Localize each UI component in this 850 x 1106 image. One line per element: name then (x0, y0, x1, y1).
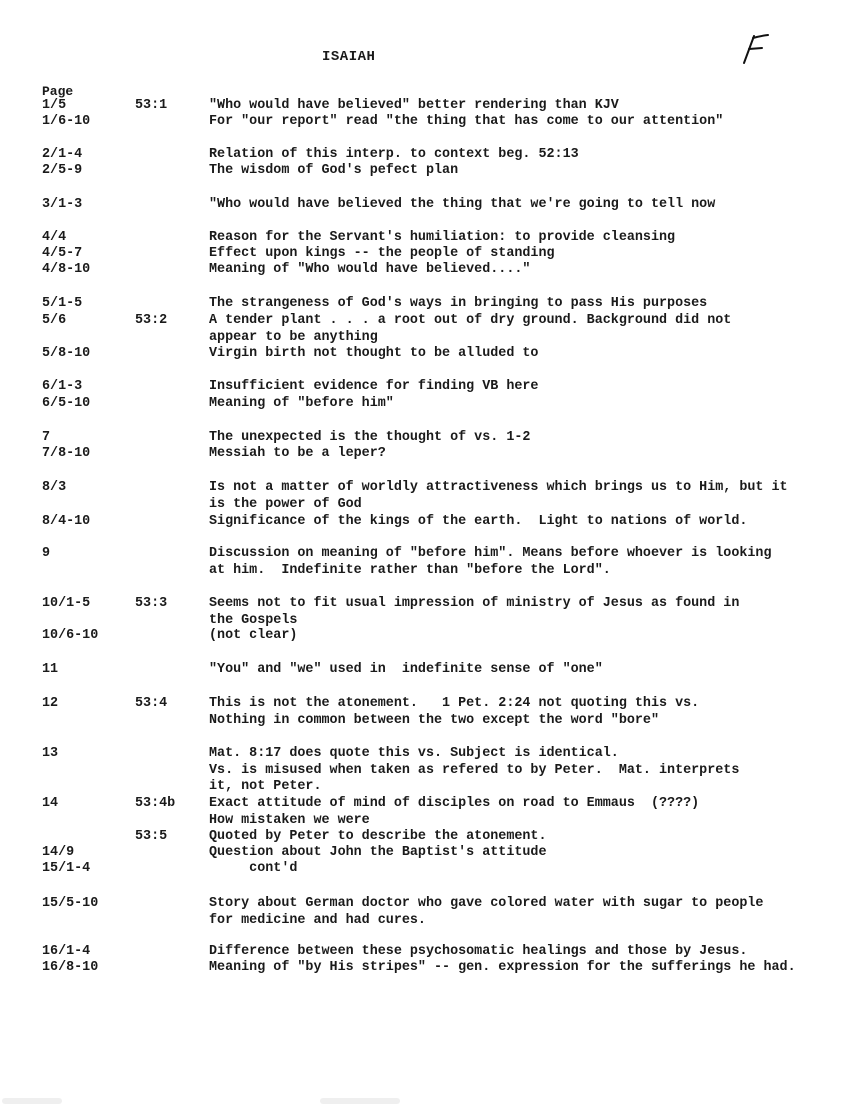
entry-text-line: the Gospels (209, 612, 298, 628)
entry-text (209, 796, 839, 829)
entry-text-line: "Who would have believed" better rendering than KJV (209, 98, 619, 113)
entry-page-ref: 4/8-10 (42, 262, 91, 277)
entry-text (209, 662, 839, 679)
entry-page-ref: 16/1-4 (42, 944, 91, 959)
handwritten-f-mark (738, 30, 778, 66)
entry-text-line: Relation of this interp. to context beg. 52:13 (209, 147, 579, 162)
entry-text (209, 944, 839, 961)
entry-text (209, 296, 839, 313)
entry-text (209, 596, 839, 629)
entry-text (209, 346, 839, 363)
entry-page-ref: 9 (42, 546, 51, 561)
entry-text-line: Insufficient evidence for finding VB here (209, 379, 539, 394)
entry-text (209, 896, 839, 929)
entry-page-ref: 7/8-10 (42, 446, 91, 461)
entry-page-ref: 10/1-5 (42, 596, 91, 611)
entry-text (209, 546, 839, 579)
entry-text-line: Mat. 8:17 does quote this vs. Subject is identical. (209, 746, 619, 761)
entry-page-ref: 6/5-10 (42, 396, 91, 411)
entry-text-line: Discussion on meaning of "before him". Means before whoever is looking (209, 546, 772, 561)
entry-verse-ref: 53:2 (135, 313, 168, 328)
entry-text (209, 396, 839, 413)
entry-page-ref: 15/1-4 (42, 861, 91, 876)
entry-text-line: at him. Indefinite rather than "before the Lord". (209, 562, 611, 578)
entry-page-ref: 6/1-3 (42, 379, 83, 394)
entry-text (209, 446, 839, 463)
entry-text-line: "You" and "we" used in indefinite sense of "one" (209, 662, 603, 677)
entry-page-ref: 10/6-10 (42, 628, 99, 643)
entry-verse-ref: 53:3 (135, 596, 168, 611)
entry-text (209, 514, 839, 531)
entry-text-line: Question about John the Baptist's attitude (209, 845, 547, 860)
entry-page-ref: 16/8-10 (42, 960, 99, 975)
page-column-label: Page (42, 84, 74, 99)
entry-text (209, 746, 839, 796)
entry-page-ref: 4/4 (42, 230, 67, 245)
entry-text-line: The strangeness of God's ways in bringing to pass His purposes (209, 296, 708, 311)
entry-text-line: Exact attitude of mind of disciples on road to Emmaus (????) (209, 796, 700, 811)
entry-page-ref: 8/4-10 (42, 514, 91, 529)
entry-text-line: Virgin birth not thought to be alluded to (209, 346, 539, 361)
entry-text (209, 98, 839, 115)
entry-text-line: Messiah to be a leper? (209, 446, 386, 461)
entry-text (209, 230, 839, 247)
entry-page-ref: 11 (42, 662, 59, 677)
entry-text-line: Meaning of "before him" (209, 396, 394, 411)
entry-text-line: Vs. is misused when taken as refered to by Peter. Mat. interprets (209, 762, 740, 778)
entry-verse-ref: 53:4 (135, 696, 168, 711)
entry-page-ref: 2/5-9 (42, 163, 83, 178)
entry-text-line: appear to be anything (209, 329, 378, 345)
entry-page-ref: 8/3 (42, 480, 67, 495)
entry-text (209, 262, 839, 279)
scan-smudge (320, 1098, 400, 1104)
entry-text-line: (not clear) (209, 628, 298, 643)
entry-page-ref: 4/5-7 (42, 246, 83, 261)
entry-page-ref: 1/5 (42, 98, 67, 113)
entry-text (209, 197, 839, 214)
entry-text (209, 696, 839, 729)
entry-page-ref: 3/1-3 (42, 197, 83, 212)
entry-text-line: The wisdom of God's pefect plan (209, 163, 459, 178)
entry-text-line: for medicine and had cures. (209, 912, 426, 928)
entry-text (209, 861, 839, 878)
entry-page-ref: 2/1-4 (42, 147, 83, 162)
entry-text-line: "Who would have believed the thing that we're going to tell now (209, 197, 716, 212)
entry-text-line: Quoted by Peter to describe the atonement. (209, 829, 547, 844)
entry-verse-ref: 53:4b (135, 796, 176, 811)
entry-page-ref: 5/6 (42, 313, 67, 328)
entry-page-ref: 5/8-10 (42, 346, 91, 361)
scan-smudge (2, 1098, 62, 1104)
entry-page-ref: 14 (42, 796, 59, 811)
entry-text-line: Nothing in common between the two except the word "bore" (209, 712, 659, 728)
entry-text-line: For "our report" read "the thing that has come to our attention" (209, 114, 724, 129)
entry-text-line: is the power of God (209, 496, 362, 512)
entry-text-line: Seems not to fit usual impression of ministry of Jesus as found in (209, 596, 740, 611)
entry-text (209, 430, 839, 447)
entry-text-line: The unexpected is the thought of vs. 1-2 (209, 430, 531, 445)
entry-text (209, 845, 839, 862)
entry-text (209, 960, 839, 977)
entry-verse-ref: 53:1 (135, 98, 168, 113)
document-title: ISAIAH (322, 49, 376, 65)
entry-text (209, 114, 839, 131)
entry-text-line: Story about German doctor who gave colored water with sugar to people (209, 896, 764, 911)
entry-verse-ref: 53:5 (135, 829, 168, 844)
entry-page-ref: 7 (42, 430, 51, 445)
entry-page-ref: 1/6-10 (42, 114, 91, 129)
entry-text-line: Meaning of "by His stripes" -- gen. expression for the sufferings he had. (209, 960, 796, 975)
entry-text-line: it, not Peter. (209, 779, 322, 794)
entry-text-line: How mistaken we were (209, 812, 370, 828)
entry-text (209, 313, 839, 346)
entry-text (209, 147, 839, 164)
entry-text-line: This is not the atonement. 1 Pet. 2:24 not quoting this vs. (209, 696, 700, 711)
entry-text-line: A tender plant . . . a root out of dry ground. Background did not (209, 313, 732, 328)
entry-text-line: Difference between these psychosomatic healings and those by Jesus. (209, 944, 748, 959)
entry-text-line: Is not a matter of worldly attractiveness which brings us to Him, but it (209, 480, 788, 495)
entry-page-ref: 12 (42, 696, 59, 711)
entry-text (209, 480, 839, 513)
entry-page-ref: 15/5-10 (42, 896, 99, 911)
entry-page-ref: 5/1-5 (42, 296, 83, 311)
entry-text (209, 246, 839, 263)
entry-text (209, 163, 839, 180)
entry-text (209, 628, 839, 645)
entry-text (209, 829, 839, 846)
entry-page-ref: 14/9 (42, 845, 75, 860)
entry-text (209, 379, 839, 396)
entry-page-ref: 13 (42, 746, 59, 761)
entry-text-line: Reason for the Servant's humiliation: to provide cleansing (209, 230, 676, 245)
entry-text-line: Meaning of "Who would have believed...." (209, 262, 531, 277)
entry-text-line: cont'd (209, 861, 298, 876)
entry-text-line: Effect upon kings -- the people of standing (209, 246, 555, 261)
entry-text-line: Significance of the kings of the earth. Light to nations of world. (209, 514, 748, 529)
